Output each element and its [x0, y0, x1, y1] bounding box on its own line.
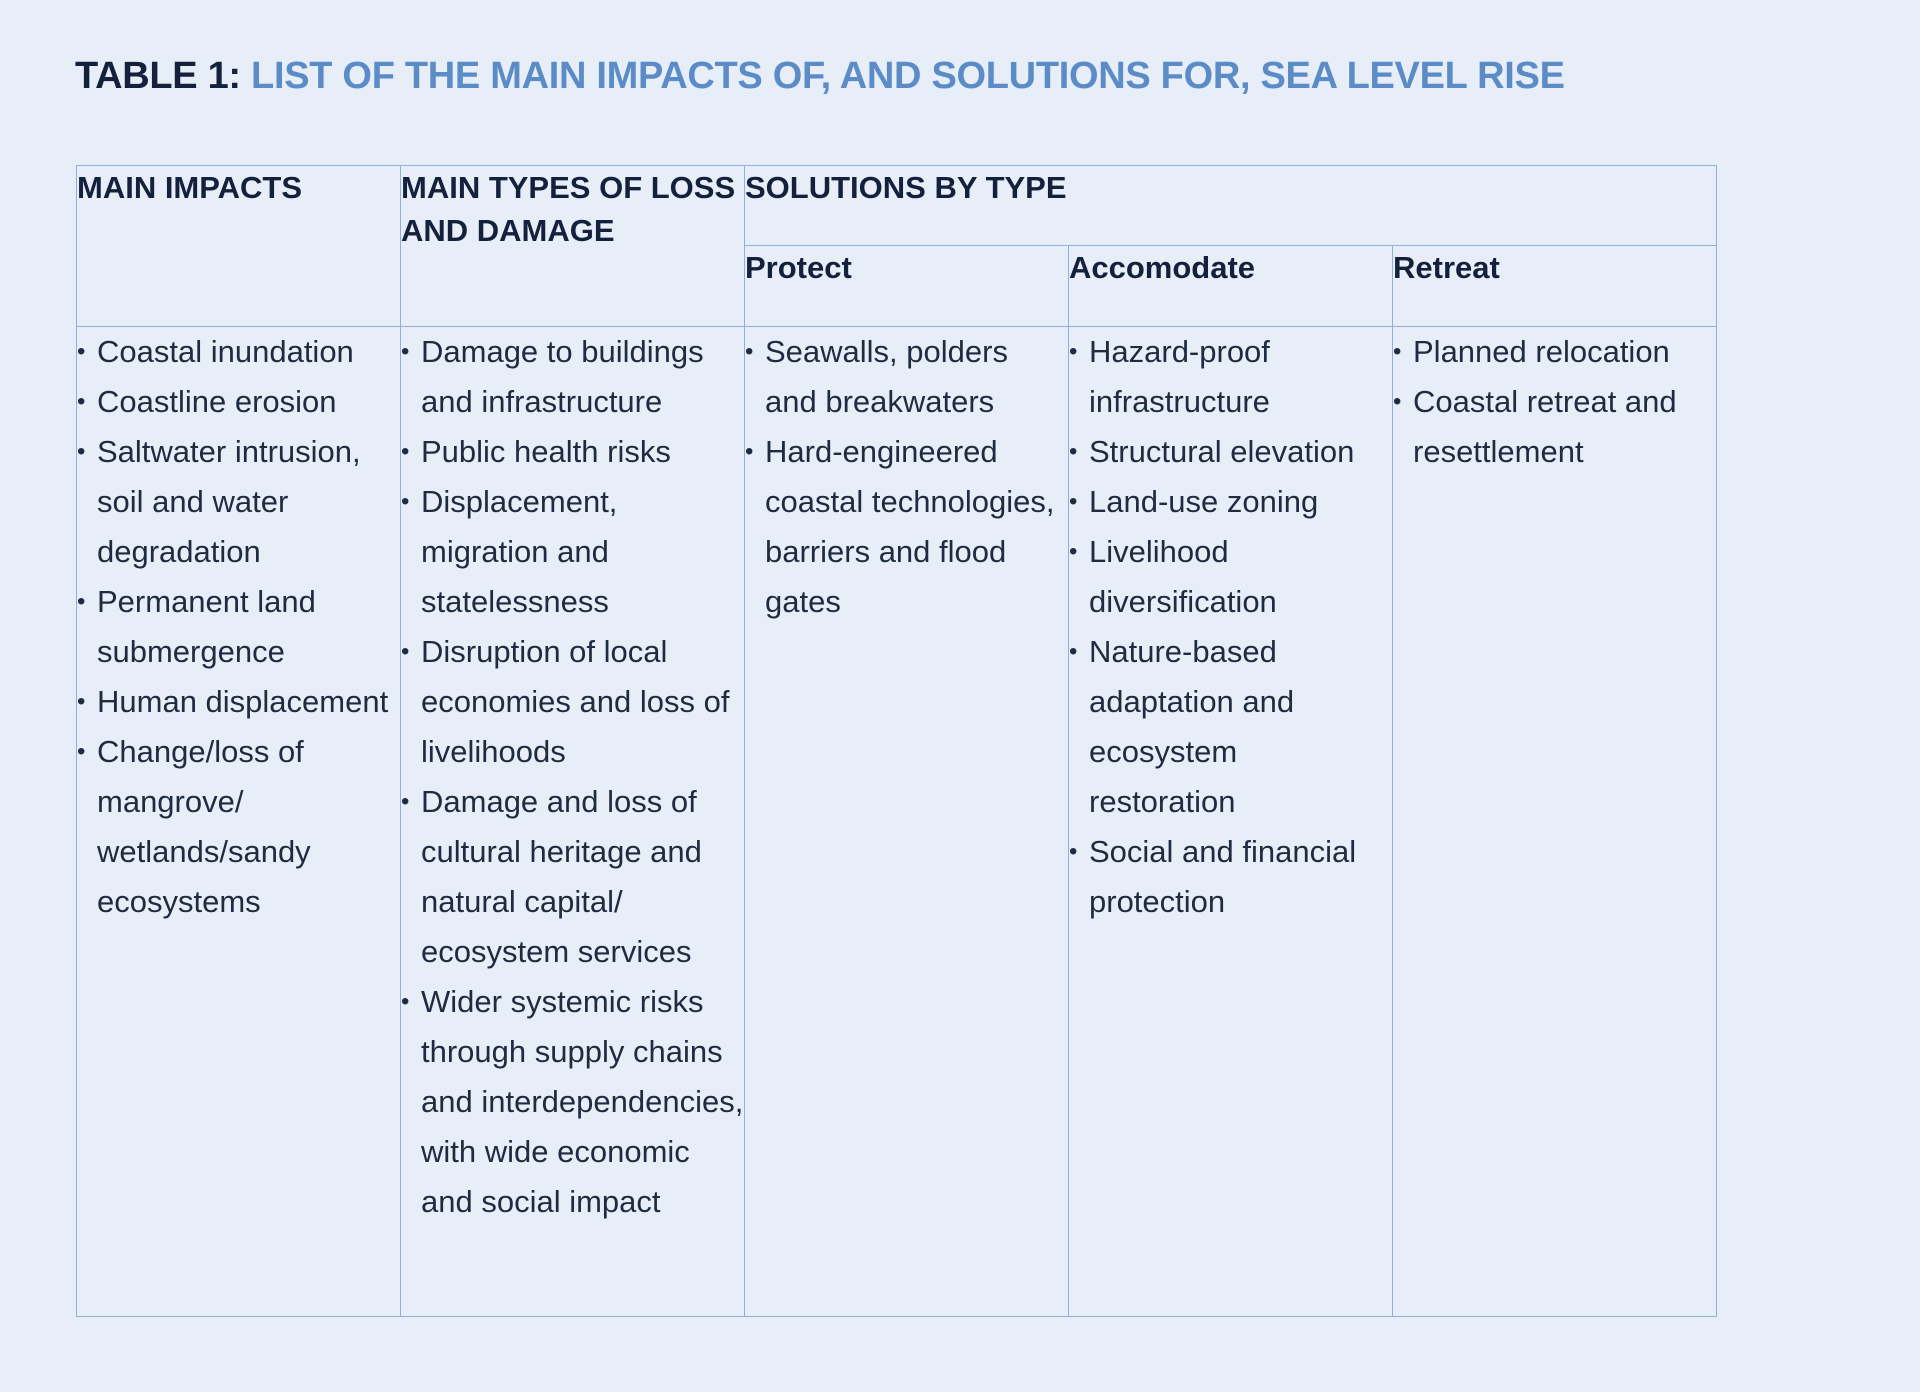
list-item: • Coastal inundation	[77, 327, 400, 377]
page-title	[75, 55, 1565, 98]
header-accomodate: Accomodate	[1069, 246, 1393, 327]
cell-accomodate	[1069, 327, 1393, 1317]
list-item: • Wider systemic risks through supply chains and interdependencies, with wide economic and social impact	[401, 977, 744, 1227]
list-item: • Public health risks	[401, 427, 744, 477]
list-protect	[745, 327, 1068, 627]
list-item: • Land-use zoning	[1069, 477, 1392, 527]
header-retreat: Retreat	[1393, 246, 1717, 327]
title-main: LIST OF THE MAIN IMPACTS OF, AND SOLUTIONS FOR, SEA LEVEL RISE	[251, 55, 1565, 97]
list-item: • Permanent land submergence	[77, 577, 400, 677]
header-protect: Protect	[745, 246, 1069, 327]
list-item: • Coastal retreat and resettlement	[1393, 377, 1716, 477]
body-row	[77, 327, 1717, 1317]
cell-main-impacts	[77, 327, 401, 1317]
list-item: • Hazard-proof infrastructure	[1069, 327, 1392, 427]
title-prefix: TABLE 1:	[75, 55, 241, 97]
list-item: • Social and financial protection	[1069, 827, 1392, 927]
cell-loss-damage	[401, 327, 745, 1317]
header-solutions-by-type: SOLUTIONS BY TYPE	[745, 166, 1717, 246]
list-accomodate	[1069, 327, 1392, 927]
impacts-solutions-table	[76, 165, 1717, 1317]
list-item: • Hard-engineered coastal technologies, barriers and flood gates	[745, 427, 1068, 627]
cell-retreat	[1393, 327, 1717, 1317]
list-item: • Damage and loss of cultural heritage and natural capital/ ecosystem services	[401, 777, 744, 977]
list-loss-damage	[401, 327, 744, 1227]
list-item: • Human displacement	[77, 677, 400, 727]
list-item: • Coastline erosion	[77, 377, 400, 427]
list-item: • Disruption of local economies and loss of livelihoods	[401, 627, 744, 777]
list-item: • Nature-based adaptation and ecosystem restoration	[1069, 627, 1392, 827]
list-item: • Structural elevation	[1069, 427, 1392, 477]
list-main-impacts	[77, 327, 400, 927]
header-loss-damage: MAIN TYPES OF LOSS AND DAMAGE	[401, 166, 745, 327]
header-main-impacts: MAIN IMPACTS	[77, 166, 401, 327]
list-item: • Change/loss of mangrove/ wetlands/sandy ecosystems	[77, 727, 400, 927]
list-item: • Displacement, migration and statelessness	[401, 477, 744, 627]
list-item: • Planned relocation	[1393, 327, 1716, 377]
cell-protect	[745, 327, 1069, 1317]
list-item: • Livelihood diversification	[1069, 527, 1392, 627]
list-item: • Damage to buildings and infrastructure	[401, 327, 744, 427]
header-row-1	[77, 166, 1717, 246]
list-item: • Seawalls, polders and breakwaters	[745, 327, 1068, 427]
list-retreat	[1393, 327, 1716, 477]
list-item: • Saltwater intrusion, soil and water degradation	[77, 427, 400, 577]
